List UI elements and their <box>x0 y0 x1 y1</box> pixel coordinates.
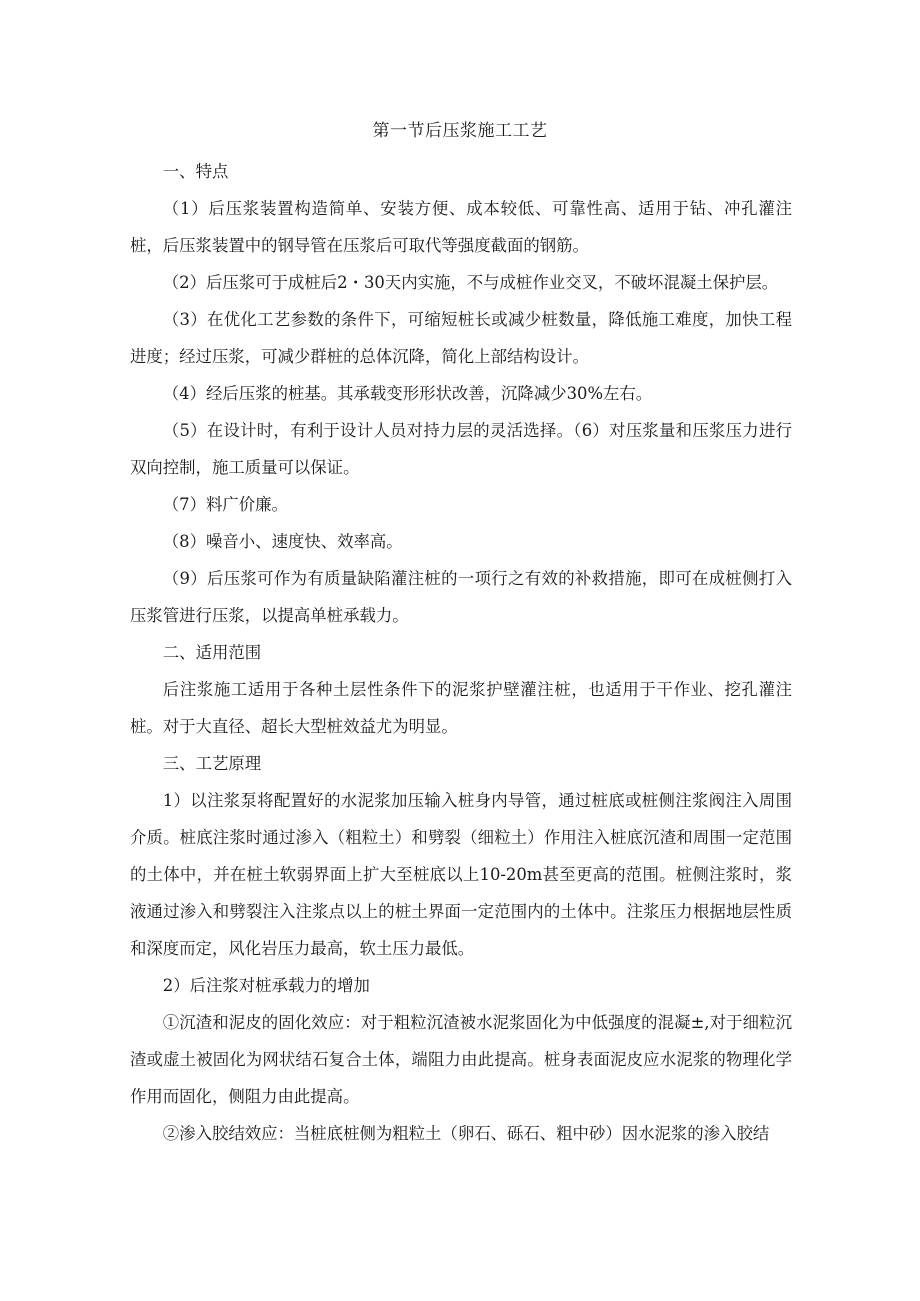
document-title: 第一节后压浆施工工艺 <box>372 121 548 141</box>
section-heading-features: 一、特点 <box>162 162 229 181</box>
paragraph-principle-1: 1）以注浆泵将配置好的水泥浆加压输入桩身内导管，通过桩底或桩侧注浆阀注入周围介质。桩底注浆时通过渗入（粗粒土）和劈裂（细粒土）作用注入桩底沉渣和周围一定范围的土体中，并在桩土软弱界面上扩大至桩底以上10-20m甚至更高的范围。桩侧注浆时，浆液通过渗入和劈裂注入注浆点以上的桩土界面一定范围内的土体中。注浆压力根据地层性质和深度而定，风化岩压力最高，软土压力最低。 <box>130 791 792 958</box>
paragraph-feature-3: （3）在优化工艺参数的条件下，可缩短桩长或减少桩数量，降低施工难度，加快工程进度；经过压浆，可减少群桩的总体沉降，简化上部结构设计。 <box>130 310 792 366</box>
paragraph-feature-8: （8）噪音小、速度快、效率高。 <box>162 532 403 551</box>
paragraph-effect-2: ②渗入胶结效应：当桩底桩侧为粗粒土（卵石、砾石、粗中砂）因水泥浆的渗入胶结 <box>162 1124 770 1143</box>
paragraph-principle-2: 2）后注浆对桩承载力的增加 <box>162 976 370 995</box>
paragraph-feature-9: （9）后压浆可作为有质量缺陷灌注桩的一项行之有效的补救措施，即可在成桩侧打入压浆管进行压浆，以提高单桩承载力。 <box>130 569 792 625</box>
section-heading-scope: 二、适用范围 <box>162 643 262 662</box>
paragraph-scope: 后注浆施工适用于各种土层性条件下的泥浆护壁灌注桩，也适用于干作业、挖孔灌注桩。对于大直径、超长大型桩效益尤为明显。 <box>130 680 792 736</box>
paragraph-feature-1: （1）后压浆装置构造简单、安装方便、成本较低、可靠性高、适用于钻、冲孔灌注桩，后压浆装置中的钢导管在压浆后可取代等强度截面的钢筋。 <box>130 199 792 255</box>
document-body <box>130 153 792 1152</box>
paragraph-feature-7: （7）料广价廉。 <box>162 495 288 514</box>
section-heading-principle: 三、工艺原理 <box>162 754 262 773</box>
paragraph-feature-5-6: （5）在设计时，有利于设计人员对持力层的灵活选择。（6）对压浆量和压浆压力进行双向控制，施工质量可以保证。 <box>130 421 792 477</box>
paragraph-feature-4: （4）经后压浆的桩基。其承载变形形状改善，沉降减少30%左右。 <box>162 384 653 403</box>
paragraph-feature-2: （2）后压浆可于成桩后2・30天内实施，不与成桩作业交叉，不破坏混凝土保护层。 <box>162 273 779 292</box>
paragraph-effect-1: ①沉渣和泥皮的固化效应：对于粗粒沉渣被水泥浆固化为中低强度的混凝±,对于细粒沉渣或虚土被固化为网状结石复合土体，端阻力由此提高。桩身表面泥皮应水泥浆的物理化学作用而固化，侧阻力由此提高。 <box>130 1013 792 1106</box>
